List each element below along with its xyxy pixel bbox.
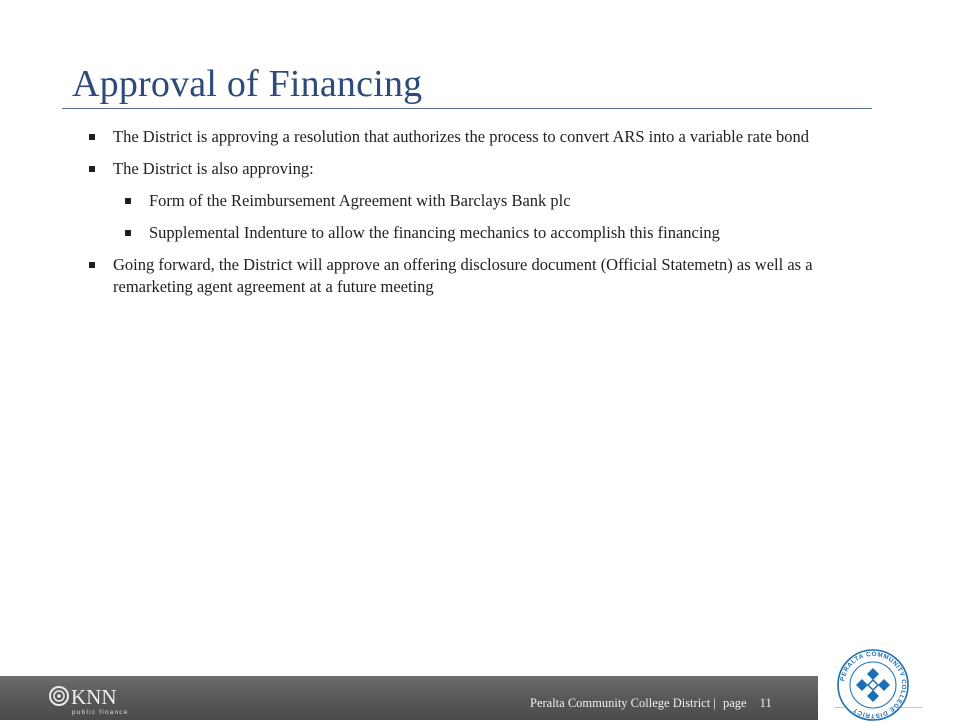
bullet-text: Going forward, the District will approve an offering disclosure document (Official Statemetn) as well as a remarketing agent agreement at a future meeting [113,255,813,296]
sub-bullet-item [124,190,868,212]
knn-logo [48,683,168,717]
bullet-item [88,126,868,148]
sub-bullet-item [124,222,868,244]
square-bullet-icon [89,166,95,172]
bullet-text: Supplemental Indenture to allow the financing mechanics to accomplish this financing [149,223,720,242]
square-bullet-icon [125,230,131,236]
logo-main-text: KNN [71,685,117,709]
logo-sub-text: public finance [72,709,129,716]
square-bullet-icon [125,198,131,204]
title-divider [62,108,872,109]
bullet-list [88,126,868,308]
slide-title: Approval of Financing [72,63,423,105]
square-bullet-icon [89,134,95,140]
bullet-text: Form of the Reimbursement Agreement with Barclays Bank plc [149,191,571,210]
footer-district: Peralta Community College District | [530,696,716,710]
svg-text:PERALTA COMMUNITY COLLEGE DIST: PERALTA COMMUNITY COLLEGE DISTRICT [839,650,908,720]
college-seal-logo [836,648,910,722]
bullet-item [88,254,868,298]
bullet-text: The District is approving a resolution that authorizes the process to convert ARS into a variable rate bond [113,127,810,146]
page-number: 11 [759,696,772,710]
bullet-text: The District is also approving: [113,159,314,178]
bullet-item [88,158,868,180]
footer-page-label: page [722,696,747,710]
square-bullet-icon [89,262,95,268]
footer-caption [530,696,772,711]
